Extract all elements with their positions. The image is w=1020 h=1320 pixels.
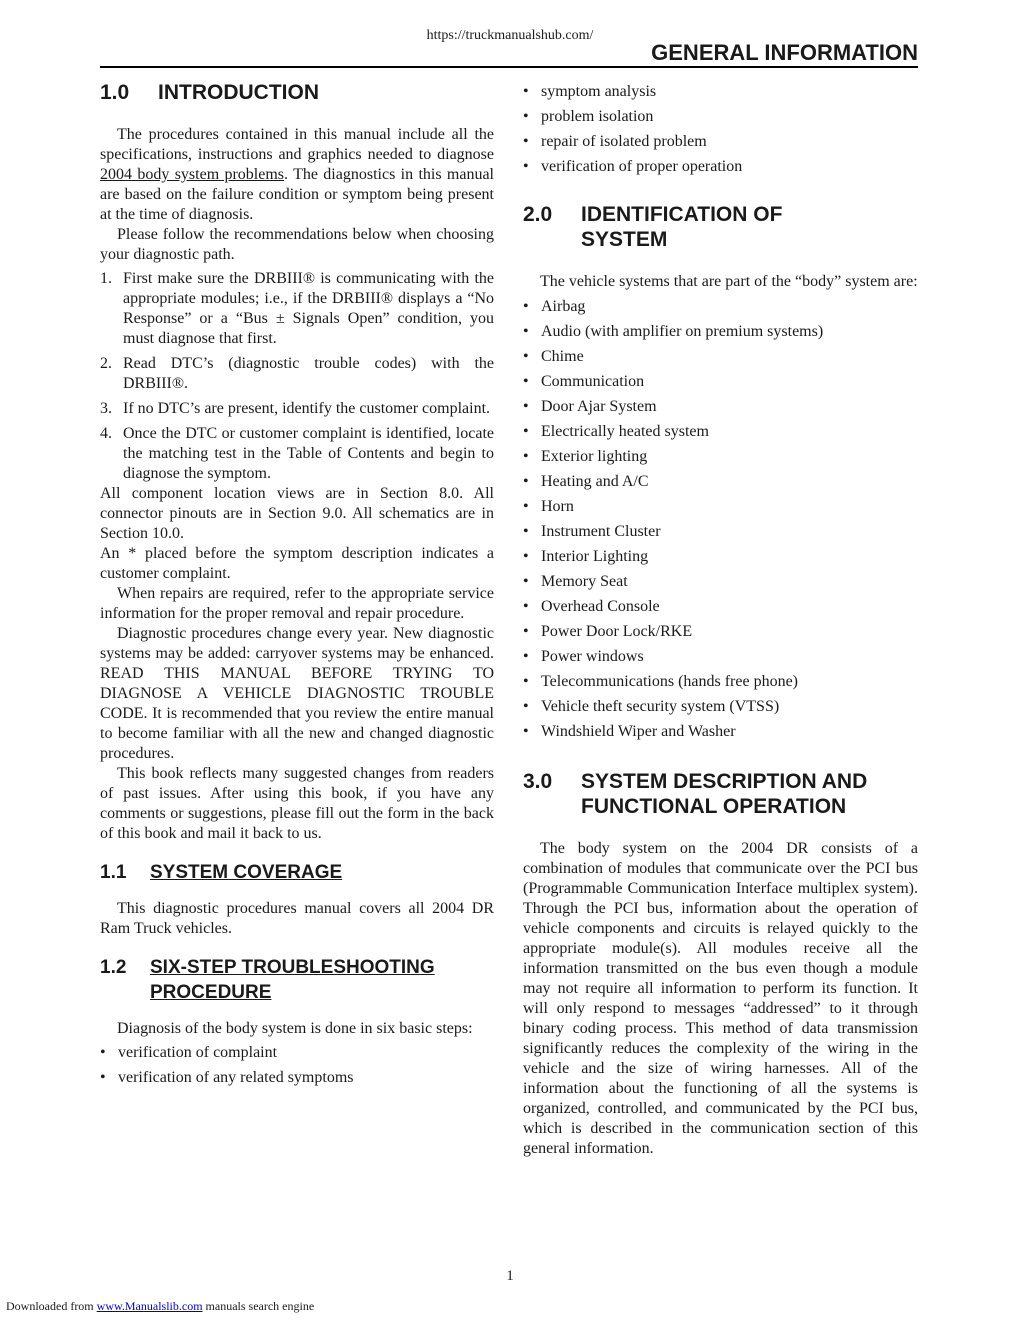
page-number: 1 bbox=[506, 1268, 514, 1284]
six-step-list-left bbox=[100, 1043, 494, 1088]
list-item: • Audio (with amplifier on premium systems) bbox=[523, 323, 824, 340]
left-column bbox=[100, 80, 494, 1093]
list-item: • Instrument Cluster bbox=[523, 523, 661, 540]
right-column bbox=[523, 82, 918, 1159]
list-item: 3. If no DTC’s are present, identify the customer complaint. bbox=[100, 400, 491, 417]
list-item: • Telecommunications (hands free phone) bbox=[523, 673, 799, 690]
six-step-heading: 1.2 SIX-STEP TROUBLESHOOTING PROCEDURE bbox=[100, 957, 435, 1003]
six-step-heading-title[interactable]: SIX-STEP TROUBLESHOOTING PROCEDURE bbox=[150, 957, 435, 1003]
coverage-heading-title[interactable]: SYSTEM COVERAGE bbox=[150, 862, 343, 883]
six-step-paragraph: Diagnosis of the body system is done in six basic steps: bbox=[117, 1020, 473, 1037]
list-item: • Communication bbox=[523, 373, 645, 390]
intro-heading bbox=[100, 80, 494, 105]
list-item: • Memory Seat bbox=[523, 573, 628, 590]
identification-paragraph: The vehicle systems that are part of the “body” system are: bbox=[540, 273, 918, 290]
list-item: • Chime bbox=[523, 348, 584, 365]
list-item: • repair of isolated problem bbox=[523, 133, 707, 150]
description-heading: 3.0 SYSTEM DESCRIPTION AND FUNCTIONAL OPERATION bbox=[523, 770, 868, 818]
intro-paragraph-3: All component location views are in Section 8.0. All connector pinouts are in Section 9.0. All schematics are in Section 10.0. bbox=[100, 485, 494, 542]
description-paragraph: The body system on the 2004 DR consists of a combination of modules that communicate over the PCI bus (Programmable Communication Interface multiplex system). Through the PCI bus, information about the operation of vehicle components and circuits is relayed quickly to the appropriate module(s). All modules receive all the information transmitted on the bus even though a module may not require all information to perform its function. It will only respond to messages “addressed” to it through binary coding process. This method of data transmission significantly reduces the complexity of the wiring in the vehicle and the size of wiring harnesses. All of the information about the functioning of all the systems is organized, controlled, and communicated by the PCI bus, which is described in the communication section of this general information. bbox=[523, 840, 918, 1157]
body-systems-list bbox=[523, 297, 918, 742]
list-item: • verification of proper operation bbox=[523, 158, 743, 175]
list-item: • verification of any related symptoms bbox=[100, 1069, 354, 1086]
list-item: • Power Door Lock/RKE bbox=[523, 623, 693, 640]
list-item: • Interior Lighting bbox=[523, 548, 649, 565]
download-footer: Downloaded from www.Manualslib.com manuals search engine bbox=[6, 1299, 315, 1313]
list-item: • Airbag bbox=[523, 298, 586, 315]
intro-paragraph-6: Diagnostic procedures change every year. New diagnostic systems may be added: carryover systems may be enhanced. READ THIS MANUAL BEFORE TRYING TO DIAGNOSE A VEHICLE DIAGNOSTIC TROUBLE CODE. It is recommended that you review the entire manual to become familiar with all the new and changed diagnostic procedures. bbox=[100, 625, 494, 762]
list-item: • symptom analysis bbox=[523, 83, 657, 100]
intro-heading-title: INTRODUCTION bbox=[158, 81, 319, 104]
intro-paragraph-2: Please follow the recommendations below when choosing your diagnostic path. bbox=[100, 226, 494, 263]
intro-paragraph-5: When repairs are required, refer to the appropriate service information for the proper removal and repair procedure. bbox=[100, 585, 494, 622]
list-item: • Door Ajar System bbox=[523, 398, 657, 415]
diagnostic-steps-list bbox=[100, 269, 494, 484]
description-heading-title: SYSTEM DESCRIPTION AND FUNCTIONAL OPERATION bbox=[581, 770, 868, 818]
body-system-problems-link[interactable]: 2004 body system problems bbox=[100, 166, 285, 183]
list-item: • Windshield Wiper and Washer bbox=[523, 723, 736, 740]
identification-heading-title: IDENTIFICATION OF SYSTEM bbox=[581, 203, 783, 251]
list-item: • Exterior lighting bbox=[523, 448, 648, 465]
list-item: • problem isolation bbox=[523, 108, 654, 125]
identification-heading: 2.0 IDENTIFICATION OF SYSTEM bbox=[523, 203, 783, 251]
intro-paragraph-7: This book reflects many suggested changes from readers of past issues. After using this book, if you have any comments or suggestions, please fill out the form in the back of this book and mail it back to us. bbox=[100, 765, 494, 842]
list-item: • Vehicle theft security system (VTSS) bbox=[523, 698, 780, 715]
list-item: 2. Read DTC’s (diagnostic trouble codes) with the DRBIII®. bbox=[100, 355, 494, 392]
list-item: 1. First make sure the DRBIII® is communicating with the appropriate modules; i.e., if the DRBIII® displays a “No Response” or a “Bus ± Signals Open” condition, you must diagnose that first. bbox=[100, 270, 494, 347]
list-item: • Electrically heated system bbox=[523, 423, 709, 440]
list-item: • Horn bbox=[523, 498, 574, 515]
source-url: https://truckmanualshub.com/ bbox=[426, 28, 594, 43]
manualslib-link[interactable]: www.Manualslib.com bbox=[96, 1299, 203, 1313]
list-item: • Heating and A/C bbox=[523, 473, 649, 490]
page-header-title: GENERAL INFORMATION bbox=[100, 40, 918, 68]
intro-heading-number: 1.0 bbox=[100, 81, 130, 104]
intro-paragraph-1: The procedures contained in this manual include all the specifications, instructions and graphics needed to diagnose 2004 body system problems. The diagnostics in this manual are based on the failure condition or symptom being present at the time of diagnosis. bbox=[100, 126, 494, 223]
coverage-paragraph: This diagnostic procedures manual covers all 2004 DR Ram Truck vehicles. bbox=[100, 900, 494, 937]
six-step-list-right bbox=[523, 82, 918, 177]
list-item: • Power windows bbox=[523, 648, 644, 665]
list-item: • Overhead Console bbox=[523, 598, 660, 615]
list-item: • verification of complaint bbox=[100, 1044, 278, 1061]
list-item: 4. Once the DTC or customer complaint is identified, locate the matching test in the Table of Contents and begin to diagnose the symptom. bbox=[100, 425, 494, 482]
coverage-heading: 1.1 SYSTEM COVERAGE bbox=[100, 862, 343, 883]
intro-paragraph-4: An * placed before the symptom description indicates a customer complaint. bbox=[100, 545, 494, 582]
